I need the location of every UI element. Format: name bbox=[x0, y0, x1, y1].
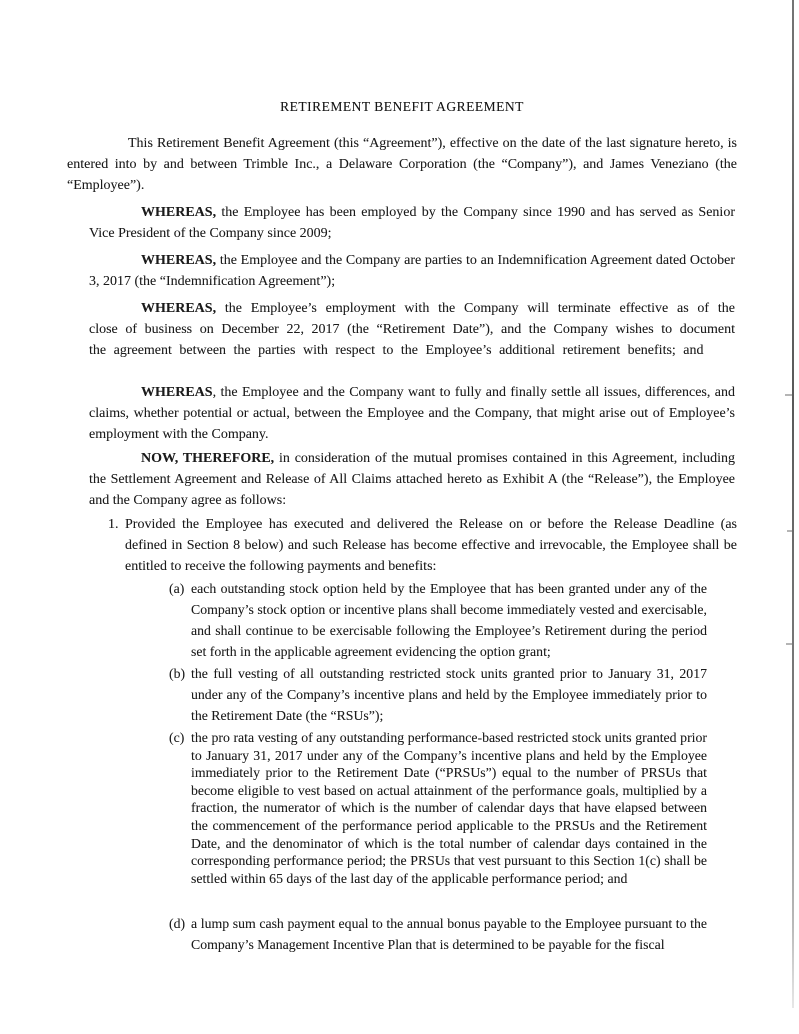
whereas-text: the Employee’s employment with the Company will terminate effective as of the close of business on December 22, 2017 (the “Retirement Date”), and the Company wishes to document the agreement between the parties with respect to the Employee’s additional retirement benefits; and bbox=[89, 301, 735, 358]
sub-item-c bbox=[67, 729, 737, 887]
sub-item-label: (d) bbox=[169, 916, 186, 931]
scan-artifact-tick bbox=[787, 530, 792, 532]
sub-item-text: a lump sum cash payment equal to the annual bonus payable to the Employee pursuant to the Company’s Management Incentive Plan that is determined to be payable for the fiscal bbox=[191, 916, 707, 952]
whereas-lead: WHEREAS bbox=[141, 385, 213, 400]
sub-item-d bbox=[67, 913, 737, 955]
sub-item-label: (c) bbox=[169, 730, 185, 745]
page-title: RETIREMENT BENEFIT AGREEMENT bbox=[280, 99, 524, 114]
whereas-text: , the Employee and the Company want to fully and finally settle all issues, differences, and claims, whether potential or actual, between the Employee and the Company, that might arise out of Employee’s employment with the Company. bbox=[89, 385, 735, 442]
whereas-clause-3 bbox=[89, 298, 735, 361]
list-item-number: 1. bbox=[108, 517, 119, 532]
sub-item-a bbox=[67, 578, 737, 662]
sub-item-text: the pro rata vesting of any outstanding performance-based restricted stock units granted prior to January 31, 2017 under any of the Company’s incentive plans and held by the Employee immediately prior to the Retirement Date (“PRSUs”) equal to the number of PRSUs that become eligible to vest based on actual attainment of the performance goals, multiplied by a fraction, the numerator of which is the number of calendar days that have elapsed between the commencement of the performance period applicable to the PRSUs and the Retirement Date, and the denominator of which is the total number of calendar days contained in the corresponding performance period; the PRSUs that vest pursuant to this Section 1(c) shall be settled within 65 days of the last day of the applicable performance period; and bbox=[191, 730, 707, 886]
list-item-1 bbox=[67, 514, 737, 577]
scan-artifact-tick bbox=[786, 643, 792, 645]
sub-item-text: each outstanding stock option held by the Employee that has been granted under any of the Company’s stock option or incentive plans shall become immediately vested and exercisable, and shall continue to be exercisable following the Employee’s Retirement during the period set forth in the applicable agreement evidencing the option grant; bbox=[191, 581, 707, 659]
sub-item-label: (b) bbox=[169, 666, 186, 681]
sub-item-text: the full vesting of all outstanding restricted stock units granted prior to January 31, 2017 under any of the Company’s incentive plans and held by the Employee immediately prior to the Retirement Date (the “RSUs”); bbox=[191, 666, 707, 723]
now-therefore-text: in consideration of the mutual promises contained in this Agreement, including the Settlement Agreement and Release of All Claims attached hereto as Exhibit A (the “Release”), the Employee and the Company agree as follows: bbox=[89, 451, 735, 508]
whereas-clause-2 bbox=[89, 250, 735, 292]
list-item-text: Provided the Employee has executed and delivered the Release on or before the Release Deadline (as defined in Section 8 below) and such Release has become effective and irrevocable, the Employee shall be entitled to receive the following payments and benefits: bbox=[125, 517, 737, 574]
sub-item-b bbox=[67, 663, 737, 726]
whereas-lead: WHEREAS, bbox=[141, 301, 217, 316]
intro-paragraph: This Retirement Benefit Agreement (this “Agreement”), effective on the date of the last signature hereto, is entered into by and between Trimble Inc., a Delaware Corporation (the “Company”), and James Veneziano (the “Employee”). bbox=[67, 136, 737, 193]
whereas-text: the Employee and the Company are parties to an Indemnification Agreement dated October 3, 2017 (the “Indemnification Agreement”); bbox=[89, 253, 735, 289]
whereas-lead: WHEREAS, bbox=[141, 253, 217, 268]
whereas-lead: WHEREAS, bbox=[141, 205, 217, 220]
whereas-clause-1 bbox=[89, 202, 735, 244]
now-therefore-lead: NOW, THEREFORE, bbox=[141, 451, 275, 466]
now-therefore-clause bbox=[89, 448, 735, 511]
sub-item-label: (a) bbox=[169, 581, 185, 596]
scan-artifact-tick bbox=[785, 394, 792, 396]
whereas-text: the Employee has been employed by the Company since 1990 and has served as Senior Vice President of the Company since 2009; bbox=[89, 205, 735, 241]
scan-edge-line bbox=[792, 0, 794, 1008]
whereas-clause-4 bbox=[89, 382, 735, 445]
